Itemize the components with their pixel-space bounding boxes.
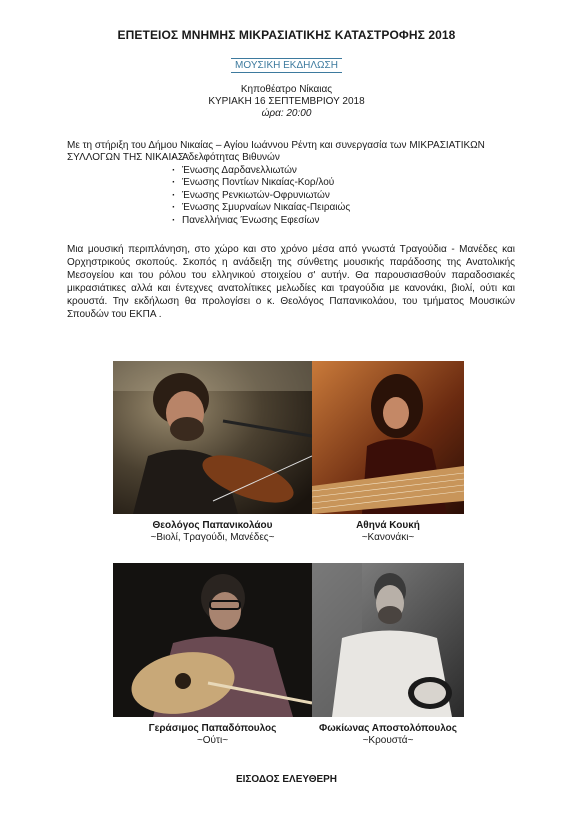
musician-name: Γεράσιμος Παπαδόπουλος — [148, 723, 277, 734]
list-item: · Ένωσης Δαρδανελλιωτών — [172, 165, 350, 178]
musician-caption — [113, 520, 312, 544]
musician-name: Φωκίωνας Αποστολόπουλος — [319, 723, 457, 734]
musician-caption — [312, 723, 464, 747]
list-item: · Αδελφότητας Βιθυνών — [172, 152, 350, 165]
percussionist-image — [312, 563, 464, 717]
free-entry-notice: ΕΙΣΟΔΟΣ ΕΛΕΥΘΕΡΗ — [235, 774, 338, 785]
musician-name: Θεολόγος Παπανικολάου — [152, 520, 273, 531]
event-time: ώρα: 20:00 — [261, 108, 312, 119]
list-item: · Ένωσης Σμυρναίων Νικαίας-Πειραιώς — [172, 202, 350, 215]
venue-block — [0, 84, 573, 120]
event-description: Μια μουσική περιπλάνηση, στο χώρο και στο χρόνο μέσα από γνωστά Τραγούδια - Μανέδες και Ορχηστρικούς σκοπούς. Σκοπός η ανάδειξη της σύνθετης μουσικής παράδοσης της Ανατολικής Μεσογείου και του ρόλου του ελληνικού στοιχείου σ' αυτήν. Θα παρουσιασθούν παραδοσιακές μικρασιάτικες αλλά και έντεχνες ανατολίτικες μελωδίες και τραγούδια με κανονάκι, βιολί, ούτι και κρουστά. Την εκδήλωση θα προλογίσει ο κ. Θεολόγος Παπανικολάου, του τμήματος Μουσικών Σπουδών του ΕΚΠΑ . — [67, 244, 515, 320]
list-item: · Ένωσης Ρενκιωτών-Οφρυνιωτών — [172, 190, 350, 203]
clubs-list — [172, 152, 350, 227]
list-item: · Πανελλήνιας Ένωσης Εφεσίων — [172, 215, 350, 228]
event-date: ΚΥΡΙΑΚΗ 16 ΣΕΠΤΕΜΒΡΙΟΥ 2018 — [208, 96, 365, 107]
clubs-label: ΣΥΛΛΟΓΩΝ ΤΗΣ ΝΙΚΑΙΑΣ : — [67, 152, 190, 163]
support-intro: Με τη στήριξη του Δήμου Νικαίας – Αγίου Ιωάννου Ρέντη και συνεργασία των ΜΙΚΡΑΣΙΑΤΙΚΩΝ — [67, 140, 485, 151]
musician-photo-percussion — [312, 563, 464, 717]
violinist-image — [113, 361, 312, 514]
musician-photo-kanonaki — [312, 361, 464, 514]
musician-role: ~Κανονάκι~ — [361, 532, 415, 543]
musician-role: ~Ούτι~ — [196, 735, 229, 746]
oud-player-image — [113, 563, 312, 717]
musician-photo-violin — [113, 361, 312, 514]
event-title: ΕΠΕΤΕΙΟΣ ΜΝΗΜΗΣ ΜΙΚΡΑΣΙΑΤΙΚΗΣ ΚΑΤΑΣΤΡΟΦΗΣ 2018 — [117, 28, 456, 42]
kanonaki-player-image — [312, 361, 464, 514]
musician-caption — [113, 723, 312, 747]
musician-photo-oud — [113, 563, 312, 717]
list-item: · Ένωσης Ποντίων Νικαίας-Κορ/λού — [172, 177, 350, 190]
subtitle-text: ΜΟΥΣΙΚΗ ΕΚΔΗΛΩΣΗ — [231, 58, 342, 73]
musician-role: ~Κρουστά~ — [362, 735, 414, 746]
musician-role: ~Βιολί, Τραγούδι, Μανέδες~ — [150, 532, 275, 543]
support-block — [67, 140, 517, 227]
musician-name: Αθηνά Κουκή — [356, 520, 420, 531]
event-subtitle — [0, 55, 573, 73]
musician-caption — [312, 520, 464, 544]
venue-name: Κηποθέατρο Νίκαιας — [240, 84, 333, 95]
